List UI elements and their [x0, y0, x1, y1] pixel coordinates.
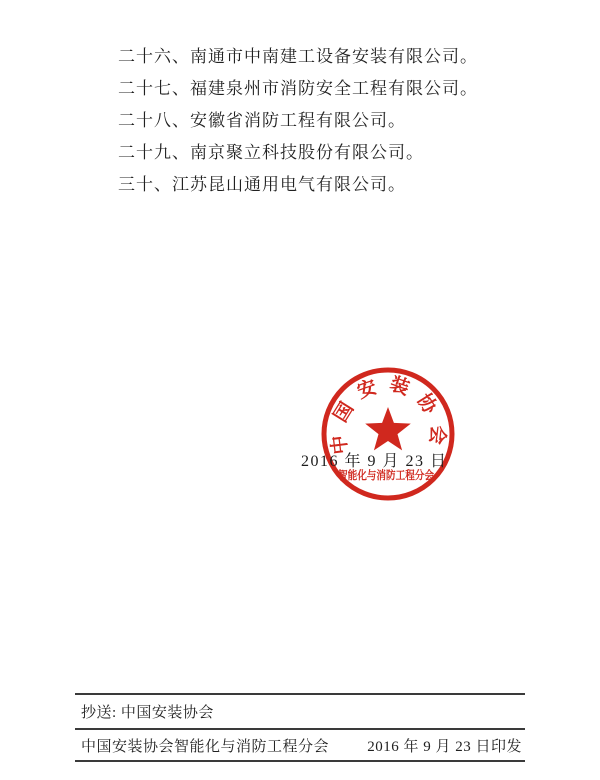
issue-row — [75, 730, 525, 760]
list-item: 三十、江苏昆山通用电气有限公司。 — [118, 175, 406, 194]
company-list — [118, 41, 570, 201]
cc-row — [75, 695, 525, 728]
document-footer — [75, 693, 525, 762]
list-item: 二十七、福建泉州市消防安全工程有限公司。 — [118, 79, 478, 98]
list-item: 二十六、南通市中南建工设备安装有限公司。 — [118, 47, 478, 66]
print-date: 2016 年 9 月 23 日印发 — [367, 738, 522, 755]
official-seal — [318, 364, 458, 504]
divider — [75, 760, 525, 762]
seal-arc-text: 中国安装协会 — [327, 373, 449, 456]
list-item: 二十八、安徽省消防工程有限公司。 — [118, 111, 406, 130]
star-icon — [365, 407, 411, 450]
cc-line: 抄送: 中国安装协会 — [81, 705, 214, 721]
issuer-name: 中国安装协会智能化与消防工程分会 — [81, 738, 330, 755]
seal-branch-text: 智能化与消防工程分会 — [338, 470, 453, 482]
issue-date: 2016 年 9 月 23 日 — [301, 453, 448, 470]
list-item: 二十九、南京聚立科技股份有限公司。 — [118, 143, 424, 162]
